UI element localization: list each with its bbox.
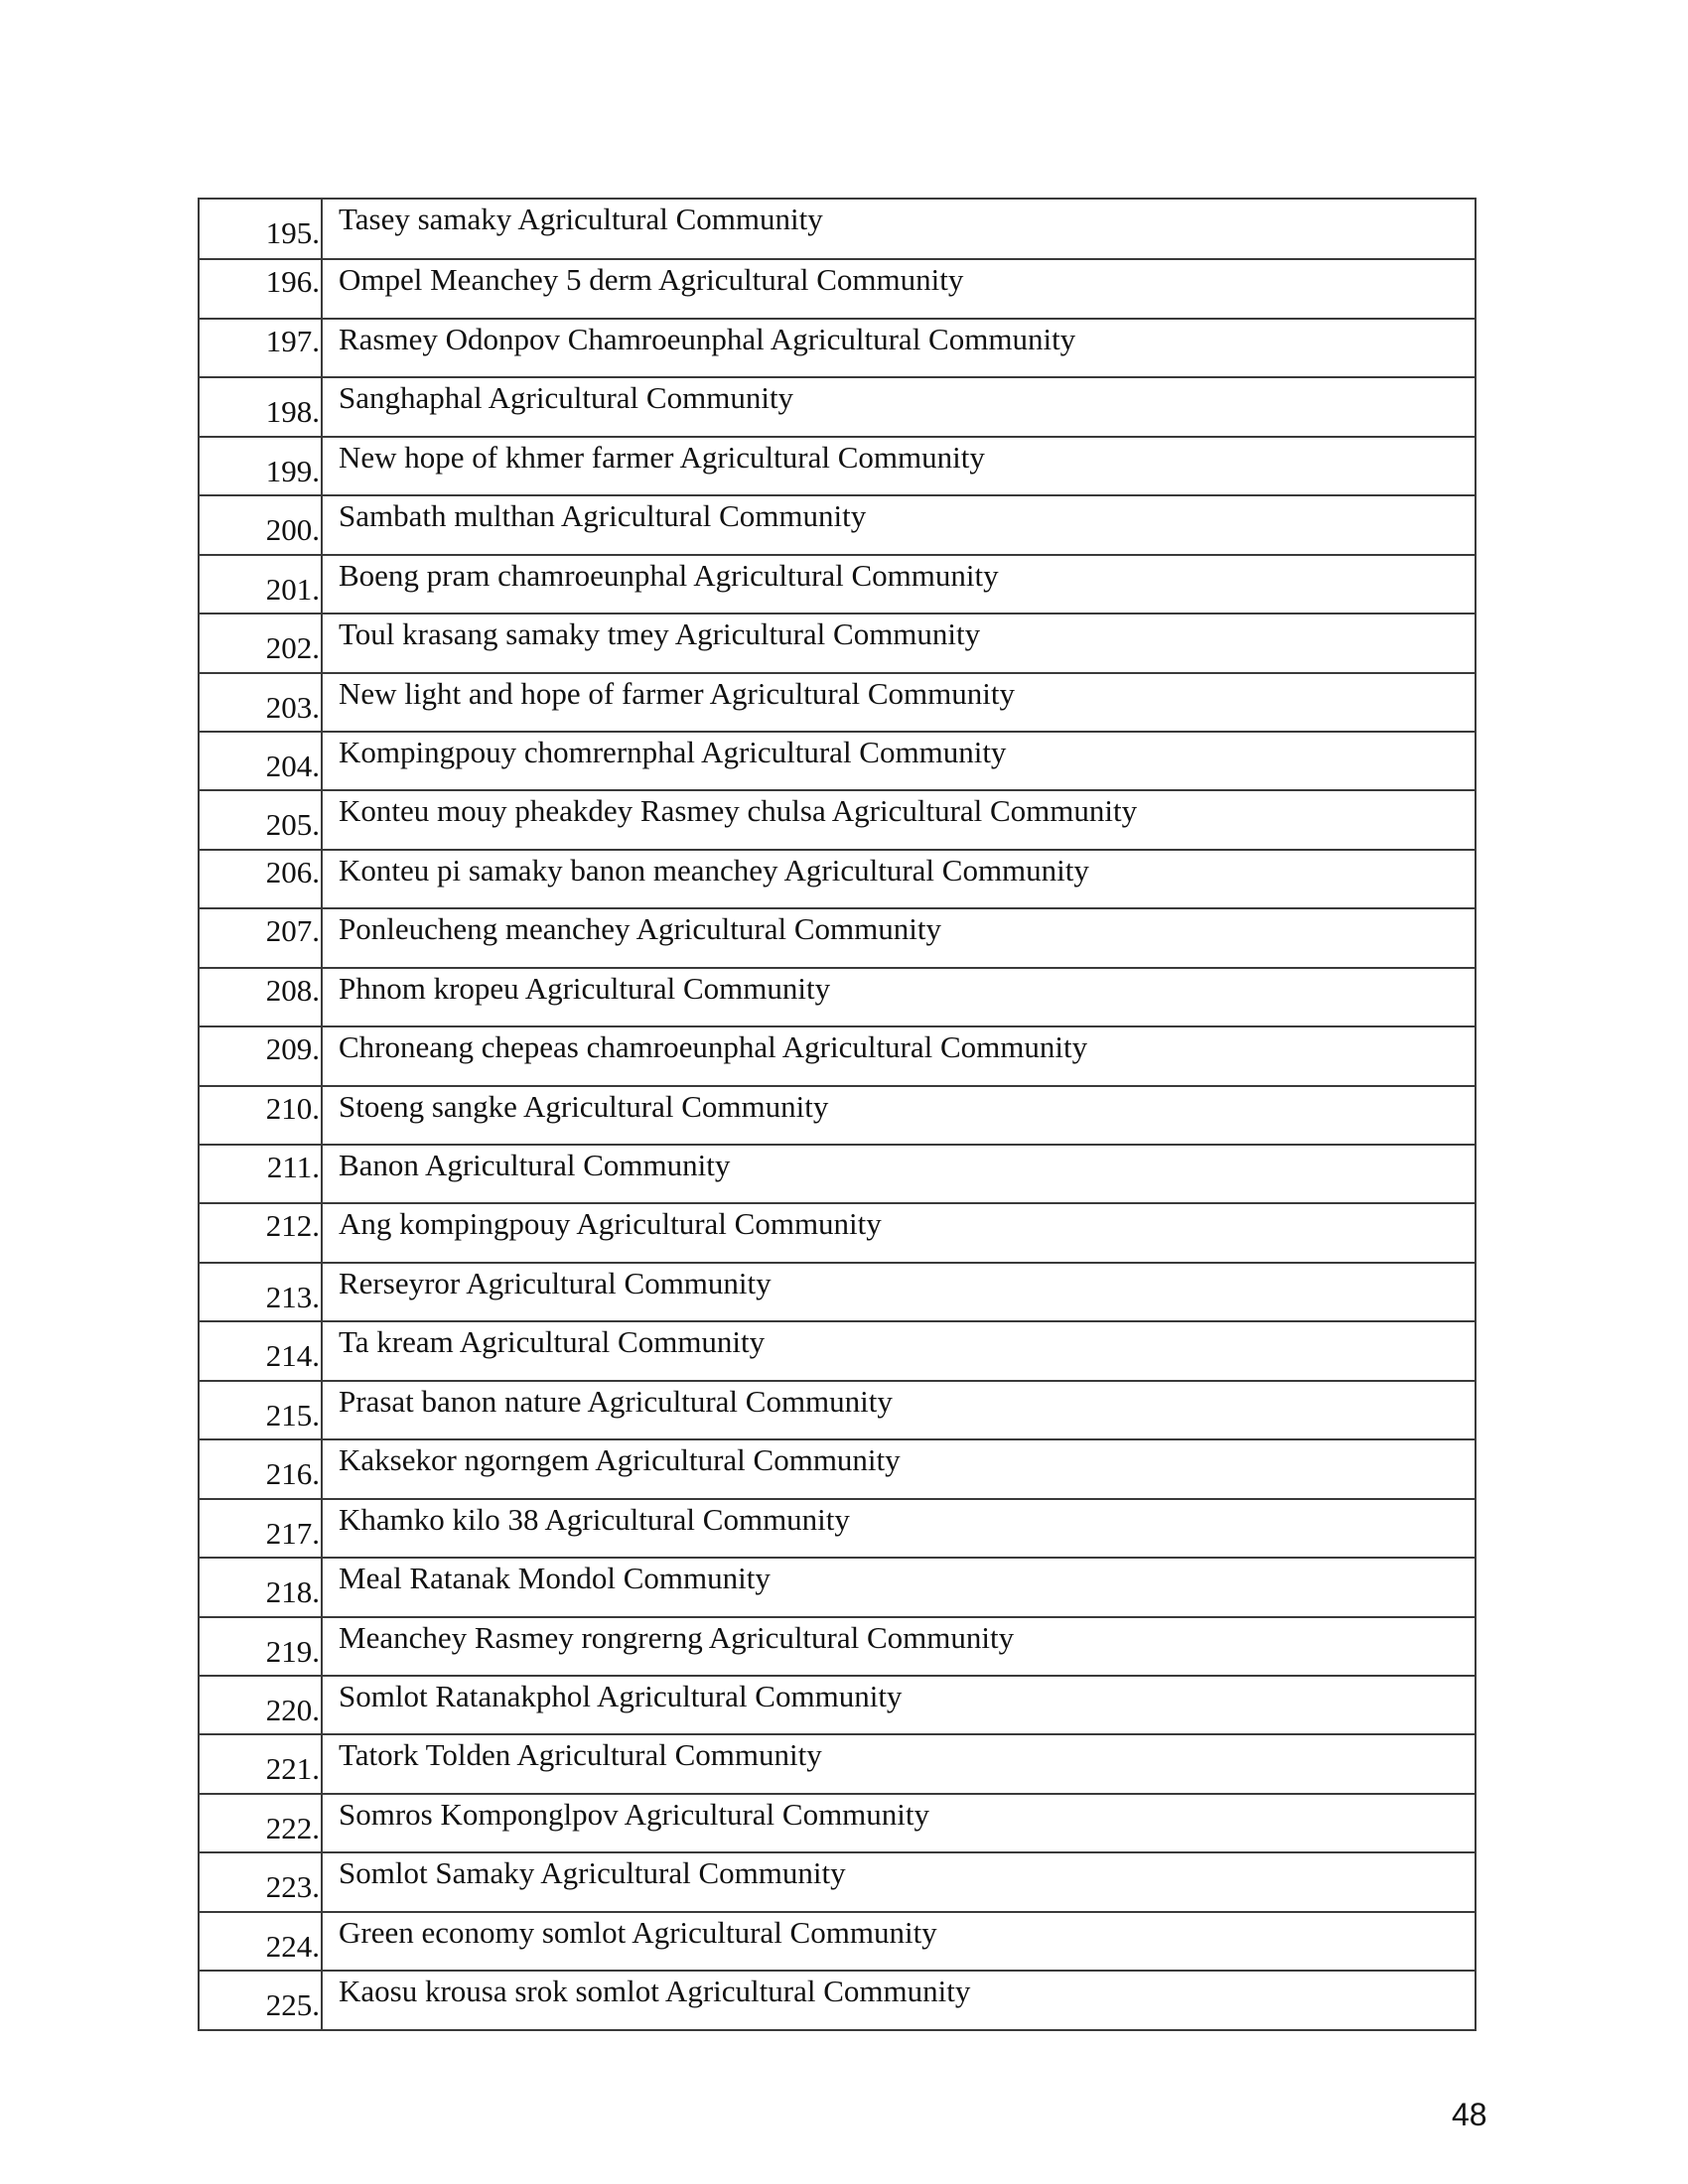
community-name: New hope of khmer farmer Agricultural Community	[339, 439, 985, 475]
community-name: Khamko kilo 38 Agricultural Community	[339, 1501, 850, 1537]
table-row	[200, 731, 1475, 789]
row-number-cell	[200, 851, 323, 907]
community-name: Meal Ratanak Mondol Community	[339, 1561, 771, 1596]
community-name: Tatork Tolden Agricultural Community	[339, 1737, 822, 1773]
community-name: Kaosu krousa srok somlot Agricultural Community	[339, 1974, 971, 2009]
row-number: 209.	[265, 1031, 320, 1067]
table-row	[200, 613, 1475, 671]
community-name: Rerseyror Agricultural Community	[339, 1265, 772, 1300]
community-name: Kompingpouy chomrernphal Agricultural Community	[339, 734, 1007, 769]
row-number: 200.	[265, 512, 320, 548]
table-row	[200, 1144, 1475, 1202]
table-row	[200, 436, 1475, 494]
row-number-cell	[200, 1322, 323, 1379]
row-number: 212.	[265, 1208, 320, 1244]
row-number: 195.	[265, 215, 320, 250]
community-name: Rasmey Odonpov Chamroeunphal Agricultural Community	[339, 321, 1076, 356]
community-name: Meanchey Rasmey rongrerng Agricultural Community	[339, 1619, 1015, 1655]
row-number: 217.	[265, 1515, 320, 1551]
table-row	[200, 849, 1475, 907]
table-row	[200, 1733, 1475, 1792]
community-name: Banon Agricultural Community	[339, 1148, 731, 1182]
row-number: 208.	[265, 972, 320, 1008]
community-name: Sambath multhan Agricultural Community	[339, 498, 867, 534]
community-name: New light and hope of farmer Agricultural Community	[339, 675, 1015, 711]
page-number: 48	[1452, 2097, 1487, 2132]
community-name: Konteu pi samaky banon meanchey Agricultural Community	[339, 852, 1089, 887]
table-row	[200, 1911, 1475, 1970]
row-number-cell	[200, 1264, 323, 1320]
row-number: 207.	[265, 913, 320, 949]
community-name: Somros Komponglpov Agricultural Community	[339, 1796, 930, 1832]
row-number-cell	[200, 969, 323, 1025]
row-number-cell	[200, 378, 323, 435]
community-name: Somlot Ratanakphol Agricultural Community	[339, 1678, 903, 1713]
row-number: 215.	[265, 1397, 320, 1433]
row-number: 221.	[265, 1751, 320, 1787]
community-name: Konteu mouy pheakdey Rasmey chulsa Agricultural Community	[339, 793, 1138, 829]
community-name: Tasey samaky Agricultural Community	[339, 202, 823, 236]
row-number-cell	[200, 791, 323, 848]
row-number-cell	[200, 496, 323, 553]
row-number-cell	[200, 260, 323, 317]
community-name: Ang kompingpouy Agricultural Community	[339, 1206, 882, 1242]
row-number: 224.	[265, 1928, 320, 1964]
table-row	[200, 1793, 1475, 1851]
row-number-cell	[200, 1853, 323, 1910]
table-row	[200, 376, 1475, 435]
row-number: 223.	[265, 1869, 320, 1905]
table-row	[200, 1851, 1475, 1910]
row-number: 202.	[265, 630, 320, 666]
row-number-cell	[200, 1500, 323, 1557]
table-row	[200, 1380, 1475, 1438]
row-number: 203.	[265, 689, 320, 725]
row-number: 225.	[265, 1987, 320, 2023]
table-row	[200, 1498, 1475, 1557]
table-row	[200, 1616, 1475, 1675]
row-number-cell	[200, 1795, 323, 1851]
table-row	[200, 258, 1475, 317]
community-table	[198, 198, 1477, 2031]
row-number-cell	[200, 1972, 323, 2028]
row-number: 201.	[265, 571, 320, 607]
row-number-cell	[200, 1677, 323, 1733]
row-number-cell	[200, 1559, 323, 1615]
row-number-cell	[200, 320, 323, 376]
row-number-cell	[200, 438, 323, 494]
row-number: 219.	[265, 1633, 320, 1669]
table-row	[200, 318, 1475, 376]
row-number: 213.	[265, 1279, 320, 1314]
table-row	[200, 494, 1475, 553]
table-row	[200, 1262, 1475, 1320]
row-number: 198.	[265, 394, 320, 430]
row-number-cell	[200, 1027, 323, 1084]
community-name: Prasat banon nature Agricultural Community	[339, 1383, 893, 1419]
community-name: Somlot Samaky Agricultural Community	[339, 1855, 846, 1891]
row-number-cell	[200, 909, 323, 966]
community-name: Ponleucheng meanchey Agricultural Community	[339, 911, 941, 947]
table-row	[200, 1025, 1475, 1084]
row-number: 220.	[265, 1692, 320, 1727]
row-number-cell	[200, 674, 323, 731]
row-number: 199.	[265, 453, 320, 488]
table-row	[200, 1970, 1475, 2028]
community-name: Ta kream Agricultural Community	[339, 1324, 766, 1360]
table-row	[200, 200, 1475, 258]
table-row	[200, 1320, 1475, 1379]
row-number-cell	[200, 614, 323, 671]
row-number-cell	[200, 200, 323, 258]
row-number: 211.	[266, 1150, 320, 1184]
row-number-cell	[200, 556, 323, 613]
row-number-cell	[200, 1146, 323, 1202]
row-number: 222.	[265, 1810, 320, 1845]
row-number-cell	[200, 1382, 323, 1438]
row-number: 205.	[265, 807, 320, 843]
table-row	[200, 967, 1475, 1025]
table-row	[200, 1202, 1475, 1261]
community-name: Toul krasang samaky tmey Agricultural Community	[339, 616, 981, 652]
table-row	[200, 1557, 1475, 1615]
table-row	[200, 1085, 1475, 1144]
row-number-cell	[200, 733, 323, 789]
row-number-cell	[200, 1913, 323, 1970]
row-number-cell	[200, 1618, 323, 1675]
row-number: 197.	[265, 323, 320, 358]
community-name: Kaksekor ngorngem Agricultural Community	[339, 1442, 901, 1478]
row-number-cell	[200, 1440, 323, 1497]
table-row	[200, 554, 1475, 613]
community-name: Phnom kropeu Agricultural Community	[339, 970, 831, 1006]
table-row	[200, 1438, 1475, 1497]
row-number: 204.	[265, 748, 320, 783]
community-name: Chroneang chepeas chamroeunphal Agricultural Community	[339, 1029, 1088, 1065]
row-number: 196.	[265, 264, 320, 300]
row-number: 206.	[265, 854, 320, 889]
table-row	[200, 1675, 1475, 1733]
table-row	[200, 789, 1475, 848]
row-number-cell	[200, 1735, 323, 1792]
community-name: Ompel Meanchey 5 derm Agricultural Community	[339, 262, 964, 298]
row-number-cell	[200, 1087, 323, 1144]
table-row	[200, 907, 1475, 966]
community-name: Green economy somlot Agricultural Community	[339, 1914, 937, 1950]
community-name: Sanghaphal Agricultural Community	[339, 380, 794, 416]
community-name: Stoeng sangke Agricultural Community	[339, 1088, 829, 1124]
row-number: 214.	[265, 1338, 320, 1374]
community-name: Boeng pram chamroeunphal Agricultural Community	[339, 557, 999, 593]
row-number: 210.	[265, 1090, 320, 1126]
row-number-cell	[200, 1204, 323, 1261]
row-number: 216.	[265, 1456, 320, 1492]
table-row	[200, 672, 1475, 731]
row-number: 218.	[265, 1574, 320, 1610]
